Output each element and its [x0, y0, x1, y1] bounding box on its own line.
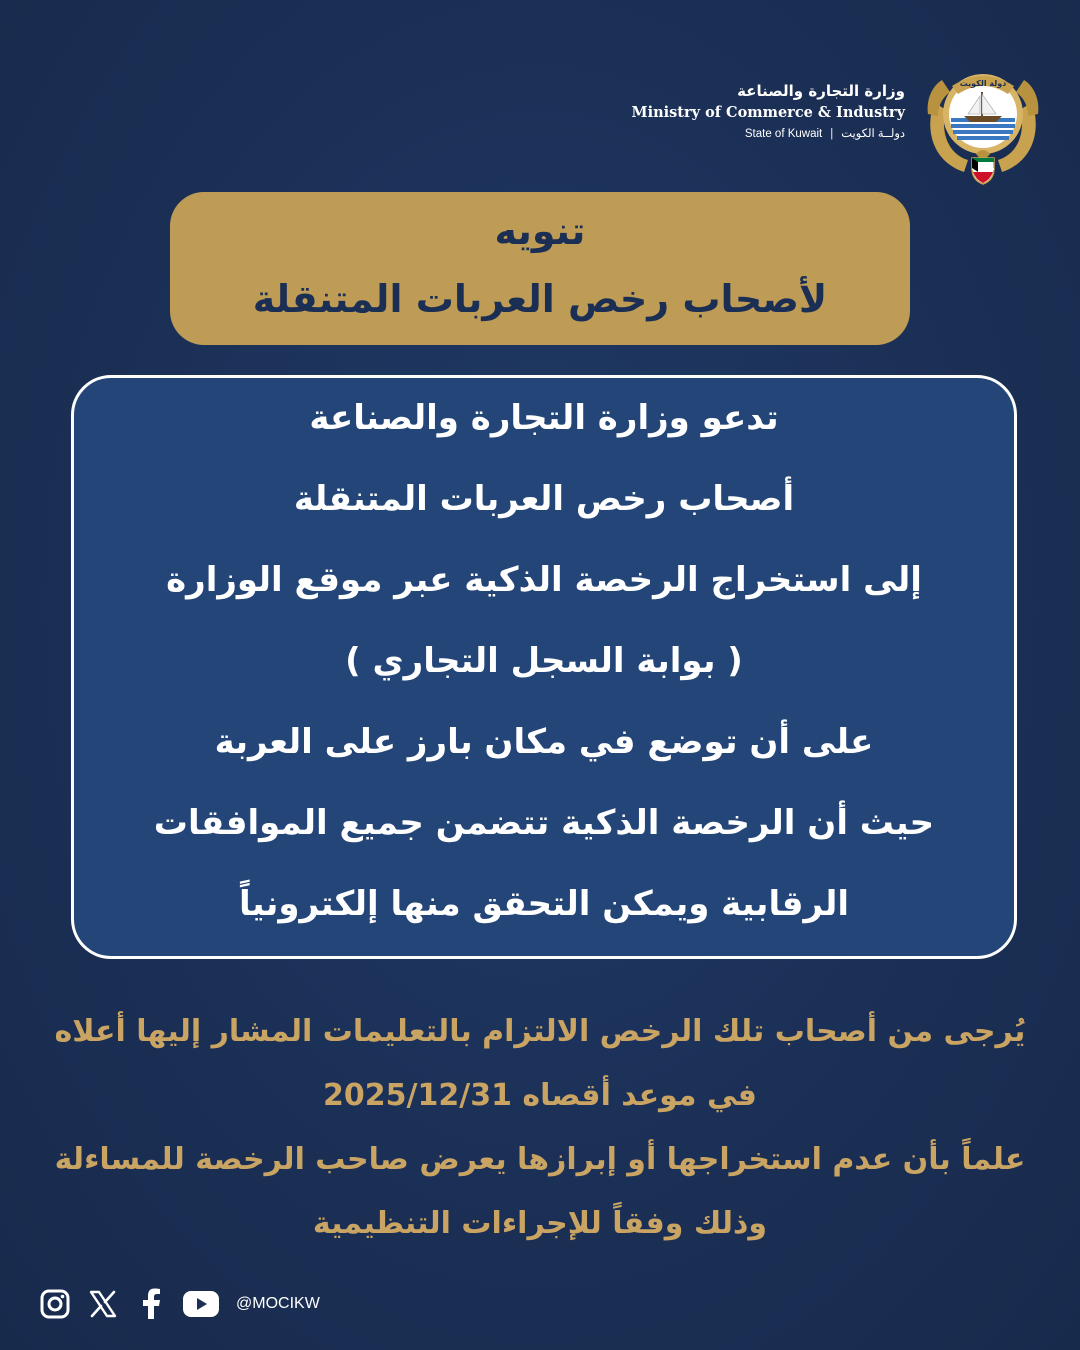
emblem-text: دولة الكويت [959, 79, 1007, 88]
state-line [632, 124, 905, 144]
message-line: على أن توضع في مكان بارز على العربة [214, 722, 874, 762]
instagram-icon[interactable] [38, 1287, 72, 1321]
social-handle[interactable]: @MOCIKW [236, 1295, 320, 1312]
social-bar [38, 1286, 320, 1322]
kuwait-emblem-icon [924, 62, 1042, 186]
message-lines [74, 391, 1014, 958]
youtube-icon[interactable] [182, 1287, 220, 1321]
state-name-ar: دولــة الكويت [841, 128, 905, 140]
message-line: ( بوابة السجل التجاري ) [345, 641, 743, 681]
ministry-branding [632, 80, 905, 144]
state-name-en: State of Kuwait [744, 128, 823, 140]
message-line: تدعو وزارة التجارة والصناعة [309, 398, 779, 438]
notice-line: وذلك وفقاً للإجراءات التنظيمية [312, 1206, 768, 1241]
x-icon[interactable] [86, 1287, 120, 1321]
ministry-name-en: Ministry of Commerce & Industry [631, 104, 905, 121]
notice-line: علماً بأن عدم استخراجها أو إبرازها يعرض صاحب الرخصة للمساءلة [54, 1142, 1026, 1177]
deadline-notice [40, 1003, 1040, 1259]
banner-title: تنويه [494, 209, 586, 253]
state-separator: | [830, 128, 834, 140]
ministry-name-ar: وزارة التجارة والصناعة [737, 82, 905, 100]
message-line: حيث أن الرخصة الذكية تتضمن جميع الموافقات [153, 803, 935, 843]
notice-line: يُرجى من أصحاب تلك الرخص الالتزام بالتعليمات المشار إليها أعلاه [54, 1014, 1026, 1049]
notice-line: في موعد أقصاه 2025/12/31 [323, 1078, 757, 1113]
facebook-icon[interactable] [134, 1287, 168, 1321]
banner-subtitle: لأصحاب رخص العربات المتنقلة [252, 277, 828, 321]
message-box [71, 375, 1017, 959]
message-line: الرقابية ويمكن التحقق منها إلكترونياً [238, 884, 850, 924]
message-line: أصحاب رخص العربات المتنقلة [293, 479, 795, 519]
message-line: إلى استخراج الرخصة الذكية عبر موقع الوزارة [166, 560, 922, 600]
notice-banner [170, 192, 910, 345]
